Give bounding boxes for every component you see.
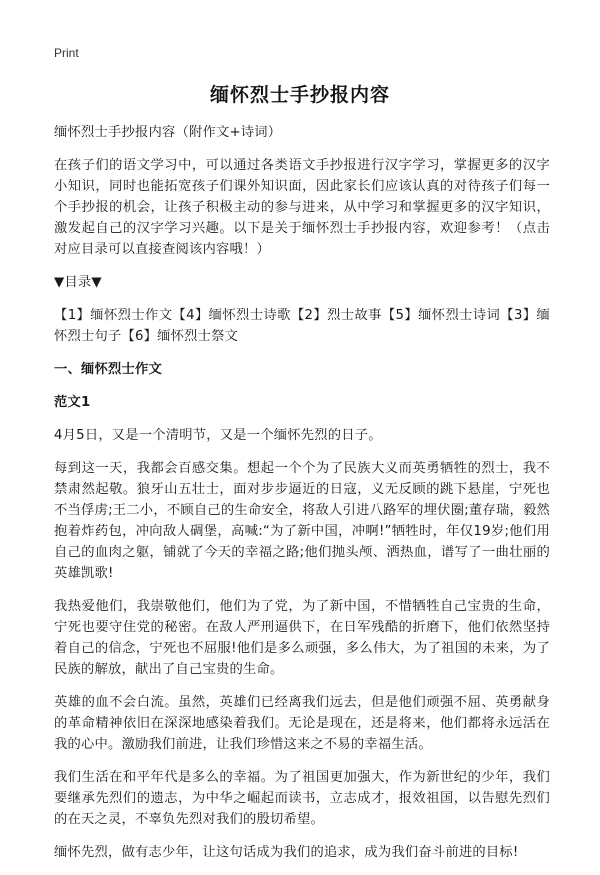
section-heading: 一、缅怀烈士作文 (54, 362, 162, 377)
body-paragraph: 我们生活在和平年代是多么的幸福。为了祖国更加强大，作为新世纪的少年，我们要继承先烈们的遗志，为中华之崛起而读书，立志成才，报效祖国，以告慰先烈们的在天之灵，不辜负先烈对我们的殷切希望。 (54, 770, 550, 827)
table-of-contents[interactable]: 【1】缅怀烈士作文【4】缅怀烈士诗歌【2】烈士故事【5】缅怀烈士诗词【3】缅怀烈士句子【6】缅怀烈士祭文 (54, 308, 550, 344)
intro-paragraph: 在孩子们的语文学习中，可以通过各类语文手抄报进行汉字学习，掌握更多的汉字小知识，同时也能拓宽孩子们课外知识面，因此家长们应该认真的对待孩子们每一个手抄报的机会，让孩子积极主动的参与进来，从中学习和掌握更多的汉字知识，激发起自己的汉字学习兴趣。以下是关于缅怀烈士手抄报内容，欢迎参考！（点击对应目录可以直接查阅该内容哦！） (54, 158, 550, 257)
body-paragraph: 缅怀先烈，做有志少年，让这句话成为我们的追求，成为我们奋斗前进的目标! (54, 845, 519, 860)
body-paragraph: 我热爱他们，我崇敬他们，他们为了党，为了新中国，不惜牺牲自己宝贵的生命，宁死也要守住党的秘密。在敌人严刑逼供下，在日军残酷的折磨下，他们依然坚持着自己的信念，宁死也不屈服!他们是多么顽强，多么伟大，为了祖国的未来，为了民族的解放，献出了自己宝贵的生命。 (54, 599, 550, 677)
print-label: Print (54, 46, 79, 60)
document-body (54, 122, 550, 875)
body-paragraph: 4月5日，又是一个清明节，又是一个缅怀先烈的日子。 (54, 428, 382, 443)
toc-heading: ▼目录▼ (54, 275, 102, 290)
body-paragraph: 每到这一天，我都会百感交集。想起一个个为了民族大义而英勇牺牲的烈士，我不禁肃然起敬。狼牙山五壮士，面对步步逼近的日寇，义无反顾的跳下悬崖，宁死也不当俘虏;王二小，不顾自己的生命安全，将敌人引进八路军的埋伏圈;董存瑞，毅然抱着炸药包，冲向敌人碉堡，高喊:“为了新中国，冲啊!”牺牲时，年仅19岁;他们用自己的血肉之躯，铺就了今天的幸福之路;他们抛头颅、洒热血，谱写了一曲壮丽的英雄凯歌! (54, 461, 550, 581)
document-title: 缅怀烈士手抄报内容 (209, 84, 390, 106)
example-heading: 范文1 (54, 395, 91, 410)
body-paragraph: 英雄的血不会白流。虽然，英雄们已经离我们远去，但是他们顽强不屈、英勇献身的革命精神依旧在深深地感染着我们。无论是现在，还是将来，他们都将永远活在我的心中。激励我们前进，让我们珍惜这来之不易的幸福生活。 (54, 695, 550, 752)
document-subtitle: 缅怀烈士手抄报内容（附作文+诗词） (54, 125, 282, 140)
